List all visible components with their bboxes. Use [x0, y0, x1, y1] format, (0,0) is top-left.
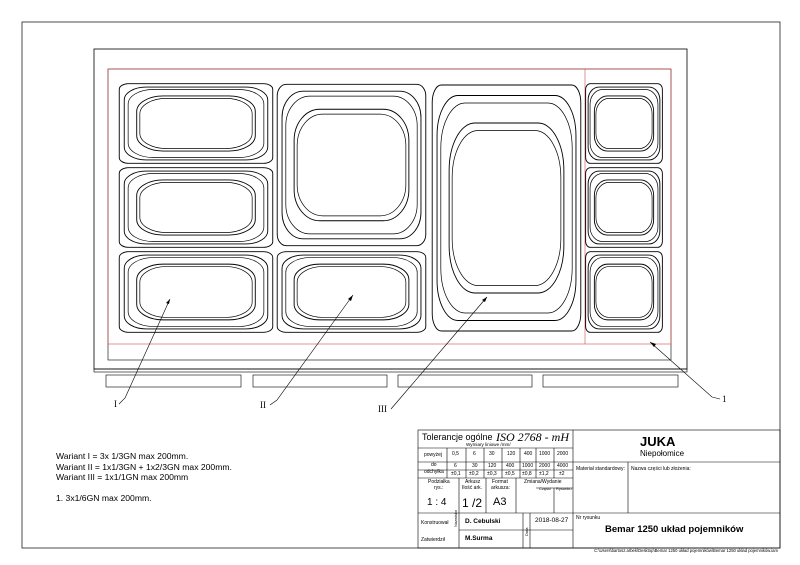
row-to-label: do	[431, 462, 437, 468]
row2-cell: 400	[506, 463, 515, 469]
row1-cell: 2000	[557, 451, 569, 457]
row1-cell: 400	[524, 451, 533, 457]
leader-line-I	[119, 299, 170, 404]
container-1-1gn	[432, 85, 581, 331]
part-label: Części	[539, 486, 552, 491]
note-variant-III: Wariant III = 1x1/1GN max 200mm	[56, 472, 189, 483]
row-above-label: powyżej	[424, 452, 443, 458]
container-1-3gn-bottom	[119, 252, 273, 333]
scale-label-2: rys.:	[434, 485, 444, 491]
designer-name: D. Cebulski	[465, 518, 501, 525]
sheet-label: Arkusz	[465, 479, 481, 485]
row2-cell: 1000	[522, 463, 534, 469]
tolerance-standard: ISO 2768 - mH	[496, 430, 569, 444]
arrow-head-III	[482, 297, 487, 302]
file-path: C:\Users\bartosz.arbek\Desktop\Bemar 1250 układ pojemników\Bemar 1250 układ pojemników.iam	[594, 548, 778, 553]
foot-1	[106, 375, 241, 387]
row2-cell: 4000	[557, 463, 569, 469]
scale-value: 1 : 4	[427, 497, 447, 508]
foot-4	[543, 375, 678, 387]
container-1-3gn-right	[277, 252, 426, 333]
row3-cell: ±0,5	[505, 471, 515, 477]
row3-cell: ±0,1	[451, 471, 461, 477]
name-column-label: Nazwisko	[453, 509, 458, 527]
label-II: II	[260, 400, 266, 410]
part-name-label: Nazwa części lub złożenia:	[631, 466, 691, 472]
container-1-3gn-top	[119, 84, 273, 164]
date-column-label: Data	[524, 527, 529, 536]
leader-line-III	[391, 297, 487, 409]
row1-cell: 30	[489, 451, 495, 457]
approver-name: M.Surma	[465, 535, 493, 542]
container-2-3gn	[277, 84, 426, 245]
designed-by-label: Konstruował	[421, 520, 449, 526]
container-1-6gn-top	[586, 84, 663, 164]
company-name: JUKA	[640, 434, 676, 449]
container-1-3gn-middle	[119, 168, 273, 248]
row3-cell: ±0,2	[469, 471, 479, 477]
material-label: Materiał standardowy:	[576, 466, 625, 472]
container-1-6gn-bottom	[586, 252, 663, 333]
row2-cell: 30	[472, 463, 478, 469]
arrow-head-I	[166, 299, 170, 304]
note-variant-I: Wariant I = 3x 1/3GN max 200mm.	[56, 451, 189, 461]
approved-by-label: Zatwierdził	[421, 537, 445, 543]
container-1-6gn-middle	[586, 168, 663, 248]
row1-cell: 6	[473, 451, 476, 457]
row1-cell: 0,5	[452, 451, 459, 457]
sheet-count-label: Ilość ark.	[462, 485, 483, 491]
leader-line-1	[650, 342, 720, 399]
drawing-label: Rysunku	[556, 486, 572, 491]
dimensions-header: Wymiary liniowe /mm/	[466, 442, 511, 447]
foot-2	[253, 375, 387, 387]
design-date: 2018-08-27	[535, 517, 569, 524]
bottom-rail	[94, 369, 687, 372]
tolerance-label: Tolerancje ogólne	[422, 432, 493, 442]
foot-3	[398, 375, 532, 387]
label-ref-1: 1	[722, 394, 727, 404]
bemar-outline	[94, 49, 687, 369]
arrow-head-II	[348, 295, 353, 301]
note-variant-II: Wariant II = 1x1/3GN + 1x2/3GN max 200mm.	[56, 461, 232, 472]
label-I: I	[114, 399, 117, 409]
row2-cell: 2000	[539, 463, 551, 469]
variant-notes	[56, 451, 232, 503]
format-value: A3	[493, 496, 507, 508]
scale-label: Podziałka	[428, 479, 450, 485]
row3-cell: ±0,8	[522, 471, 532, 477]
row-deviation-label: odchyłka	[424, 469, 444, 475]
format-label: Format	[492, 479, 508, 485]
drawing-title: Bemar 1250 układ pojemników	[605, 524, 744, 535]
format-label-2: arkusza:	[491, 485, 510, 491]
row2-cell: 6	[454, 463, 457, 469]
note-item-1: 1. 3x1/6GN max 200mm.	[56, 492, 152, 503]
row3-cell: ±1,2	[539, 471, 549, 477]
row3-cell: ±2	[559, 471, 565, 477]
row2-cell: 120	[488, 463, 497, 469]
label-III: III	[378, 404, 387, 414]
row3-cell: ±0,3	[487, 471, 497, 477]
row1-cell: 120	[507, 451, 516, 457]
change-label: Zmiana/Wydanie	[524, 479, 562, 485]
drawing-number-label: Nr rysunku	[576, 515, 601, 521]
company-city: Niepołomice	[640, 449, 685, 458]
sheet-value: 1 /2	[462, 496, 483, 510]
row1-cell: 1000	[539, 451, 551, 457]
